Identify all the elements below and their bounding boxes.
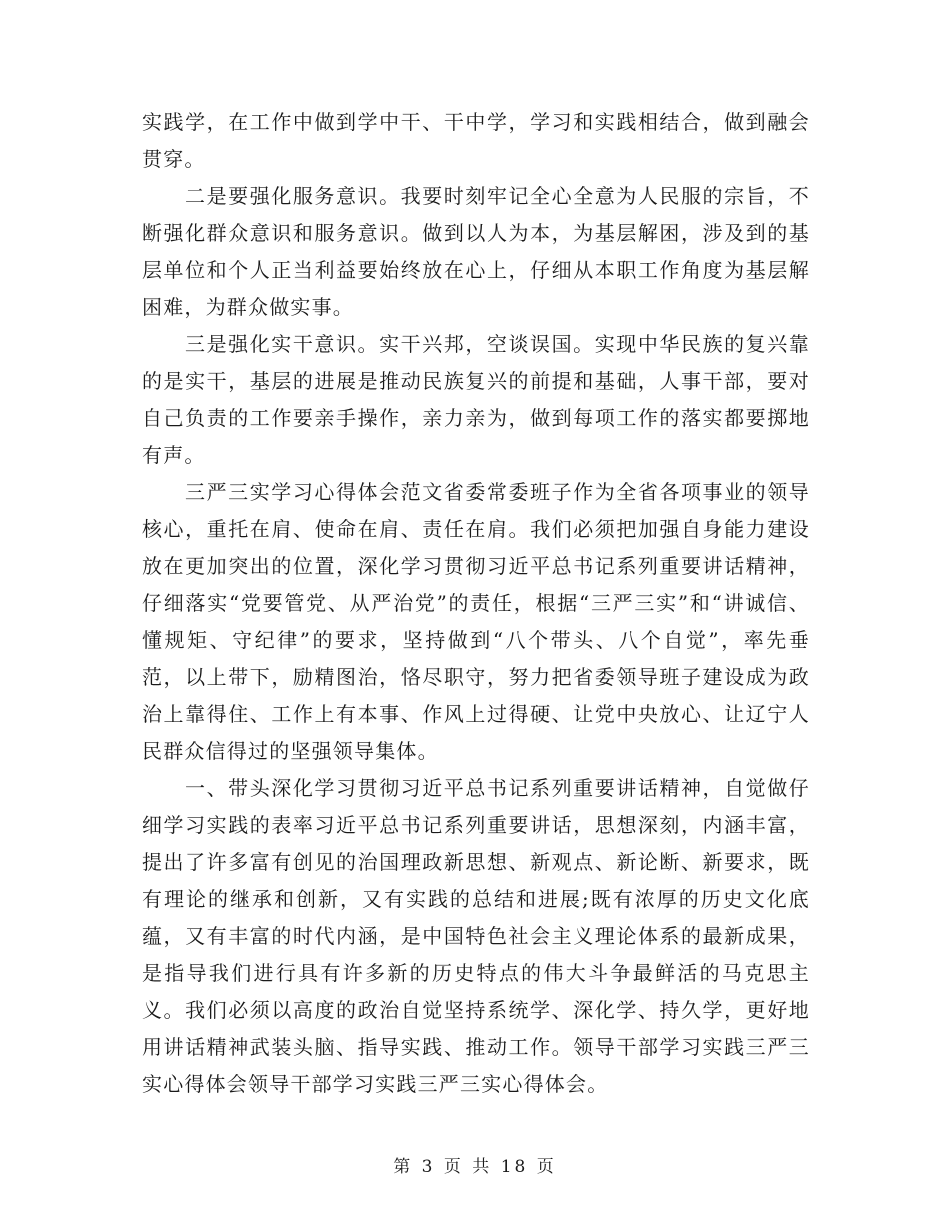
paragraph-service-awareness: 二是要强化服务意识。我要时刻牢记全心全意为人民服的宗旨，不断强化群众意识和服务意识。做到以人为本，为基层解困，涉及到的基层单位和个人正当利益要始终放在心上，仔细从本职工作角度为基层解困难，为群众做实事。: [142, 184, 810, 319]
paragraph-continuation: 实践学，在工作中做到学中干、干中学，学习和实践相结合，做到融会贯穿。: [142, 110, 810, 171]
paragraph-section-one: 一、带头深化学习贯彻习近平总书记系列重要讲话精神，自觉做仔细学习实践的表率习近平总书记系列重要讲话，思想深刻，内涵丰富，提出了许多富有创见的治国理政新思想、新观点、新论断、新要求，既有理论的继承和创新，又有实践的总结和进展;既有浓厚的历史文化底蕴，又有丰富的时代内涵，是中国特色社会主义理论体系的最新成果，是指导我们进行具有许多新的历史特点的伟大斗争最鲜活的马克思主义。我们必须以高度的政治自觉坚持系统学、深化学、持久学，更好地用讲话精神武装头脑、指导实践、推动工作。领导干部学习实践三严三实心得体会领导干部学习实践三严三实心得体会。: [142, 776, 810, 1096]
document-body: [142, 104, 810, 1103]
page-number: 第 3 页 共 18 页: [393, 1157, 557, 1177]
paragraph-practical-awareness: 三是强化实干意识。实干兴邦，空谈误国。实现中华民族的复兴靠的是实干，基层的进展是推动民族复兴的前提和基础，人事干部，要对自己负责的工作要亲手操作，亲力亲为，做到每项工作的落实都要掷地有声。: [142, 332, 810, 467]
paragraph-study-experience: 三严三实学习心得体会范文省委常委班子作为全省各项事业的领导核心，重托在肩、使命在肩、责任在肩。我们必须把加强自身能力建设放在更加突出的位置，深化学习贯彻习近平总书记系列重要讲话精神，仔细落实“党要管党、从严治党”的责任，根据“三严三实”和“讲诚信、懂规矩、守纪律”的要求，坚持做到“八个带头、八个自觉”，率先垂范，以上带下，励精图治，恪尽职守，努力把省委领导班子建设成为政治上靠得住、工作上有本事、作风上过得硬、让党中央放心、让辽宁人民群众信得过的坚强领导集体。: [142, 480, 810, 763]
